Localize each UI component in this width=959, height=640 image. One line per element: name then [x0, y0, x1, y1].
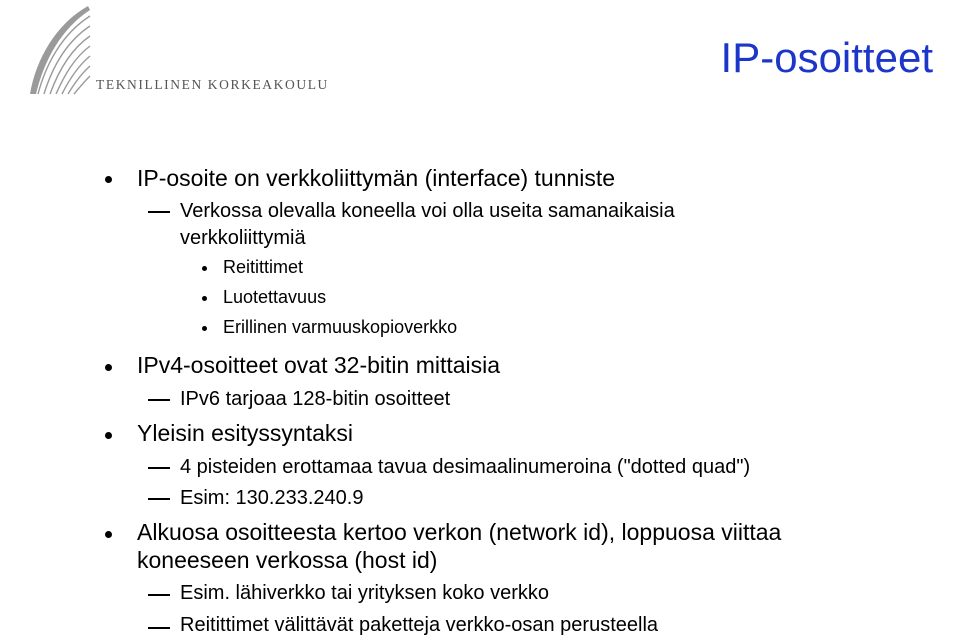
dash-icon: [148, 399, 170, 401]
bullet-icon: [202, 266, 207, 271]
outline-item: Verkossa olevalla koneella voi olla useita samanaikaisia: [180, 200, 675, 222]
outline-item: verkkoliittymiä: [180, 227, 306, 249]
outline-item: IP-osoite on verkkoliittymän (interface) tunniste: [137, 165, 616, 191]
slide-title: IP-osoitteet: [720, 34, 933, 81]
bullet-icon: [105, 176, 112, 183]
outline-item: Erillinen varmuuskopioverkko: [223, 317, 458, 337]
dash-icon: [148, 467, 170, 469]
dash-icon: [148, 627, 170, 629]
outline-item: 4 pisteiden erottamaa tavua desimaalinumeroina ("dotted quad"): [180, 456, 751, 478]
outline-item: Reitittimet välittävät paketteja verkko-osan perusteella: [180, 614, 659, 636]
outline-item: koneeseen verkossa (host id): [137, 547, 438, 573]
outline-item: Esim: 130.233.240.9: [180, 487, 364, 509]
bullet-icon: [202, 326, 207, 331]
outline-item: Luotettavuus: [223, 287, 327, 307]
outline-item: Alkuosa osoitteesta kertoo verkon (network id), loppuosa viittaa: [137, 519, 782, 545]
bullet-icon: [105, 531, 112, 538]
outline-item: Esim. lähiverkko tai yrityksen koko verkko: [180, 582, 550, 604]
outline-item: IPv4-osoitteet ovat 32-bitin mittaisia: [137, 352, 501, 378]
outline-item: Reitittimet: [223, 257, 304, 277]
dash-icon: [148, 211, 170, 213]
bullet-icon: [105, 432, 112, 439]
bullet-icon: [105, 364, 112, 371]
dash-icon: [148, 594, 170, 596]
outline-item: IPv6 tarjoaa 128-bitin osoitteet: [180, 388, 451, 410]
bullet-icon: [202, 296, 207, 301]
dash-icon: [148, 498, 170, 500]
outline-item: Yleisin esityssyntaksi: [137, 420, 354, 446]
logo-text: TEKNILLINEN KORKEAKOULU: [96, 77, 329, 92]
